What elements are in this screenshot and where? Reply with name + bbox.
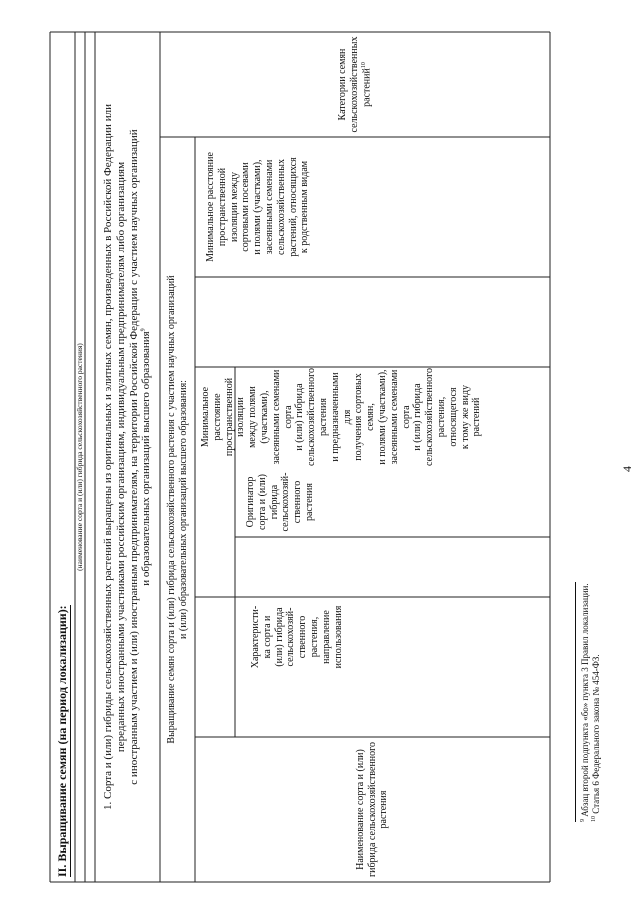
localization-paragraph-text: 1. Сорта и (или) гибриды сельскохозяйственных растений выращены из оригинальных и элитных семян, произведенных в Российской Федерации или переданных иностранными участниками российским организациям, индивидуальным предпринимателям либо организациям с иностранным участием и (или) иностранным предпринимателям, на территории Российской Федерации с участием научных организаций и образовательных организаций высшего образования$^9$ (101, 104, 153, 810)
column-header-characteristics: Характеристи- ка сорта и (или) гибрида сельскохозяй- ственного растения, направление использования (250, 605, 344, 669)
localization-paragraph (95, 32, 160, 882)
column-header-originator-text: Оригинатор сорта и (или) гибрида сельскохозяй- ственного растения (245, 472, 315, 532)
variety-caption: (наименование сорта и (или) гибрида сельскохозяйственного растения) (74, 343, 84, 571)
page-number: 4 (620, 466, 634, 472)
seed-category-text: Категории семян сельскохозяйственных растений$^{10}$ (337, 36, 373, 133)
footnote-ref-10: 10 (360, 62, 367, 69)
table-group-header: Выращивание семян сорта и (или) гибрида сельскохозяйственного растения с участием научных организаций и (или) образовательных организаций высшего образования: (165, 275, 189, 744)
footnote-ref-9: 9 (140, 328, 147, 332)
column-header-seed-category (160, 32, 550, 137)
footnote-9: $^9$ Абзац второй подпункта «бо» пункта 3 Правил локализации. (580, 583, 590, 822)
column-header-name: Наименование сорта и (или) гибрида сельскохозяйственного растения (354, 742, 390, 877)
footnote-10: $^{10}$ Статья 6 Федерального закона № 454-ФЗ. (591, 654, 602, 822)
section-title: II. Выращивание семян (на период локализации): (54, 605, 69, 877)
column-header-min-distance-related-species: Минимальное расстояние пространственной изоляции между сортовыми посевами и полями (участками), засеянными семенами сельскохозяйственных растений, относящихся к родственным видам (205, 152, 311, 262)
column-header-min-distance-same-species-text: Минимальное расстояние пространственной изоляции между полями (участками), засеянными семенами сорта и (или) гибрида сельскохозяйственного растения и предназначенными для получения сортовых семян, и полями (участками), засеянными семенами сорта и (или) гибрида сельскохозяйственного растения, относящегося к тому же виду растений (200, 367, 483, 467)
footnotes (575, 522, 603, 822)
